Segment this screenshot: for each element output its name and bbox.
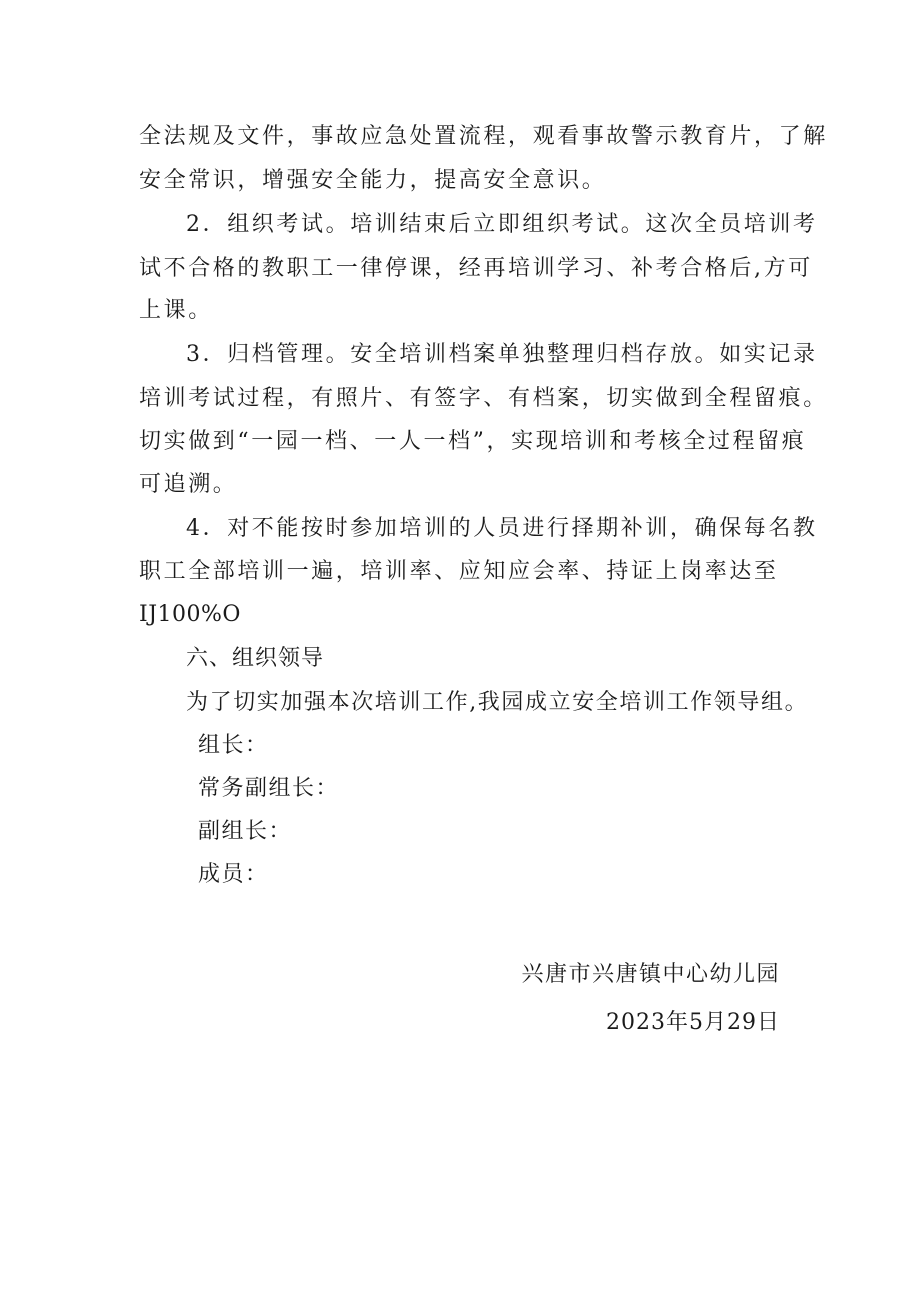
paragraph-4-line-3: IJ100%O <box>139 602 241 627</box>
paragraph-4-line-1: 4．对不能按时参加培训的人员进行择期补训，确保每名教 <box>186 516 818 541</box>
paragraph-3-line-3: 切实做到“一园一档、一人一档”，实现培训和考核全过程留痕 <box>139 429 807 454</box>
paragraph-3-line-4: 可追溯。 <box>139 472 238 497</box>
paragraph-1-line-2: 安全常识，增强安全能力，提高安全意识。 <box>139 168 607 193</box>
section-6-heading: 六、组织领导 <box>186 646 325 671</box>
signature-date: 2023年5月29日 <box>606 1010 780 1035</box>
paragraph-3-line-1: 3．归档管理。安全培训档案单独整理归档存放。如实记录 <box>186 342 818 367</box>
paragraph-4-line-2: 职工全部培训一遍，培训率、应知应会率、持证上岗率达至 <box>139 559 779 584</box>
deputy-label: 副组长： <box>198 819 293 844</box>
paragraph-2-line-1: 2．组织考试。培训结束后立即组织考试。这次全员培训考 <box>186 212 818 237</box>
leader-label: 组长： <box>198 733 269 758</box>
paragraph-3-line-2: 培训考试过程，有照片、有签字、有档案，切实做到全程留痕。 <box>139 386 828 411</box>
paragraph-1-line-1: 全法规及文件，事故应急处置流程，观看事故警示教育片，了解 <box>139 124 828 149</box>
members-label: 成员： <box>198 862 269 887</box>
paragraph-2-line-3: 上课。 <box>139 298 213 323</box>
section-6-intro: 为了切实加强本次培训工作,我园成立安全培训工作领导组。 <box>186 690 809 715</box>
signature-organization: 兴唐市兴唐镇中心幼儿园 <box>521 962 780 987</box>
paragraph-2-line-2: 试不合格的教职工一律停课，经再培训学习、补考合格后,方可 <box>139 256 813 281</box>
executive-deputy-label: 常务副组长： <box>198 776 340 801</box>
